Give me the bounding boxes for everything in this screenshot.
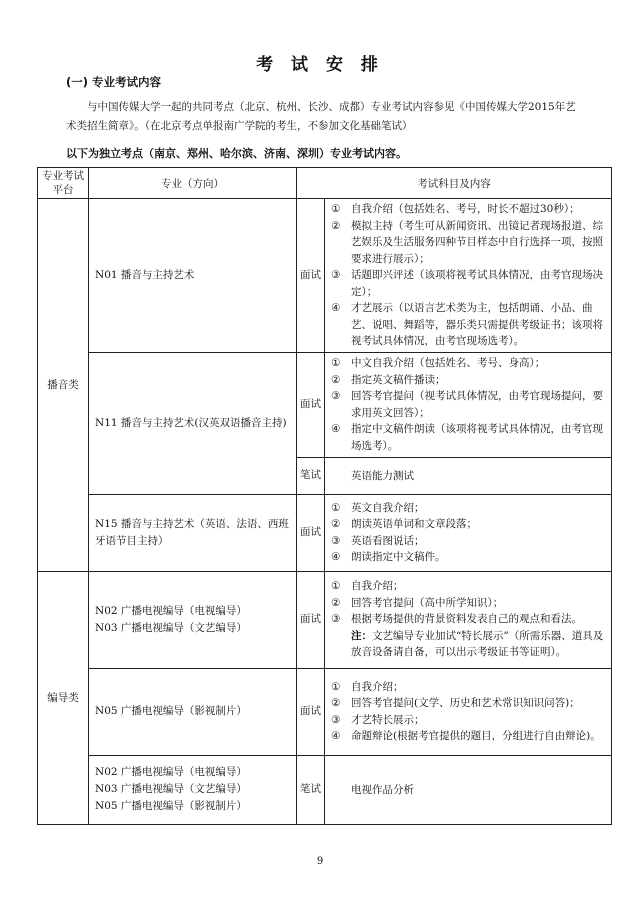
list-item: ③ 才艺特长展示； [331,713,425,726]
table-row [38,494,612,571]
category-directing: 编导类 [38,571,89,824]
exam-type-interview [297,494,325,571]
list-item: ① 自我介绍； [331,680,404,693]
list-item: ④ 才艺展示（以语言艺术类为主，包括朗诵、小品、曲艺、说唱、舞蹈等，器乐类只需提供考级证书；该项将视考试具体情况，由考官现场选考）。 [331,302,603,347]
page-title: 考 试 安 排 [256,55,384,75]
list-item: ② 回答考官提问（高中所学知识）； [331,596,504,609]
major-n02-n03: N02 广播电视编导（电视编导） N03 广播电视编导（文艺编导） [89,571,297,668]
exam-type-interview [297,571,325,668]
exam-type-interview [297,352,325,457]
intro-paragraph: 与中国传媒大学一起的共同考点（北京、杭州、长沙、成都）专业考试内容参见《中国传媒大学2015年艺术类招生简章》。（在北京考点单报南广学院的考生，不参加文化基础笔试） [66,101,576,132]
exam-table [37,167,612,825]
page-number: 9 [316,856,324,867]
table-row [38,668,612,755]
exam-type-label: 笔试 [300,469,321,481]
list-item: ③ 根据考场提供的背景资料发表自己的观点和看法。 [331,613,582,626]
note: 注：文艺编导专业加试“特长展示”（所需乐器、道具及放音设备请自备，可以出示考级证书等证明）。 [351,629,604,659]
list-item: ③ 话题即兴评述（该项将视考试具体情况，由考官现场决定）； [331,269,603,298]
exam-type-label: 面试 [300,268,321,281]
list-item: ② 模拟主持（考生可从新闻资讯、出镜记者现场报道、综艺娱乐及生活服务四种节目样态中自行选择一项，按照要求进行展示）； [331,219,603,265]
content-n15 [325,494,612,571]
exam-type-interview [297,199,325,353]
list-item: ② 朗读英语单词和文章段落； [331,518,477,530]
header-platform: 专业考试平台 [38,168,89,199]
list-item: ② 回答考官提问(文学、历史和艺术常识知识问答)； [331,697,580,709]
header-major: 专业（方向） [89,168,297,199]
table-row [38,755,612,824]
major-n15: N15 播音与主持艺术（英语、法语、西班 牙语节目主持） [89,494,297,571]
content-n05 [325,668,612,755]
major-n01: N01 播音与主持艺术 [89,199,297,353]
table-row [38,199,612,353]
content-n02-n03 [325,571,612,668]
exam-type-label: 笔试 [300,783,321,795]
major-n05: N05 广播电视编导（影视制片） [89,668,297,755]
content-n01 [325,199,612,353]
list-item: ② 指定英文稿件播读； [331,373,446,386]
category-broadcasting: 播音类 [38,199,89,572]
table-header-row [38,168,612,199]
major-n11: N11 播音与主持艺术(汉英双语播音主持) [89,352,297,494]
exam-type-written [297,755,325,824]
list-item: ④ 命题辩论(根据考官提供的题目，分组进行自由辩论)。 [331,730,601,742]
header-content: 考试科目及内容 [297,168,612,199]
list-item: ① 自我介绍（包括姓名、考号，时长不超过30秒）； [331,203,580,215]
list-item: ① 中文自我介绍（包括姓名、考号、身高）； [331,357,546,369]
independent-venues-heading: 以下为独立考点（南京、郑州、哈尔滨、济南、深圳）专业考试内容。 [66,147,407,160]
section-heading: (一) 专业考试内容 [66,75,162,89]
list-item: ① 英文自我介绍； [331,501,425,514]
list-item: ④ 朗读指定中文稿件。 [331,551,446,563]
list-item: ① 自我介绍； [331,580,404,593]
table-row [38,352,612,457]
content-n11 [325,352,612,457]
exam-type-label: 面试 [300,705,321,717]
major-written-directing: N02 广播电视编导（电视编导） N03 广播电视编导（文艺编导） N05 广播电视编导（影视制片） [89,755,297,824]
content-n11-written: 英语能力测试 [325,457,612,494]
exam-type-label: 面试 [300,526,321,538]
list-item: ③ 英语看图说话； [331,534,425,547]
content-written-directing: 电视作品分析 [325,755,612,824]
exam-type-label: 面试 [300,613,321,625]
list-item: ④ 指定中文稿件朗读（该项将视考试具体情况，由考官现场选考）。 [331,423,603,452]
exam-type-interview [297,668,325,755]
table-row [38,571,612,668]
list-item: ③ 回答考官提问（视考试具体情况，由考官现场提问，要求用英文回答）； [331,390,603,419]
exam-type-label: 面试 [300,398,321,410]
exam-type-written [297,457,325,494]
